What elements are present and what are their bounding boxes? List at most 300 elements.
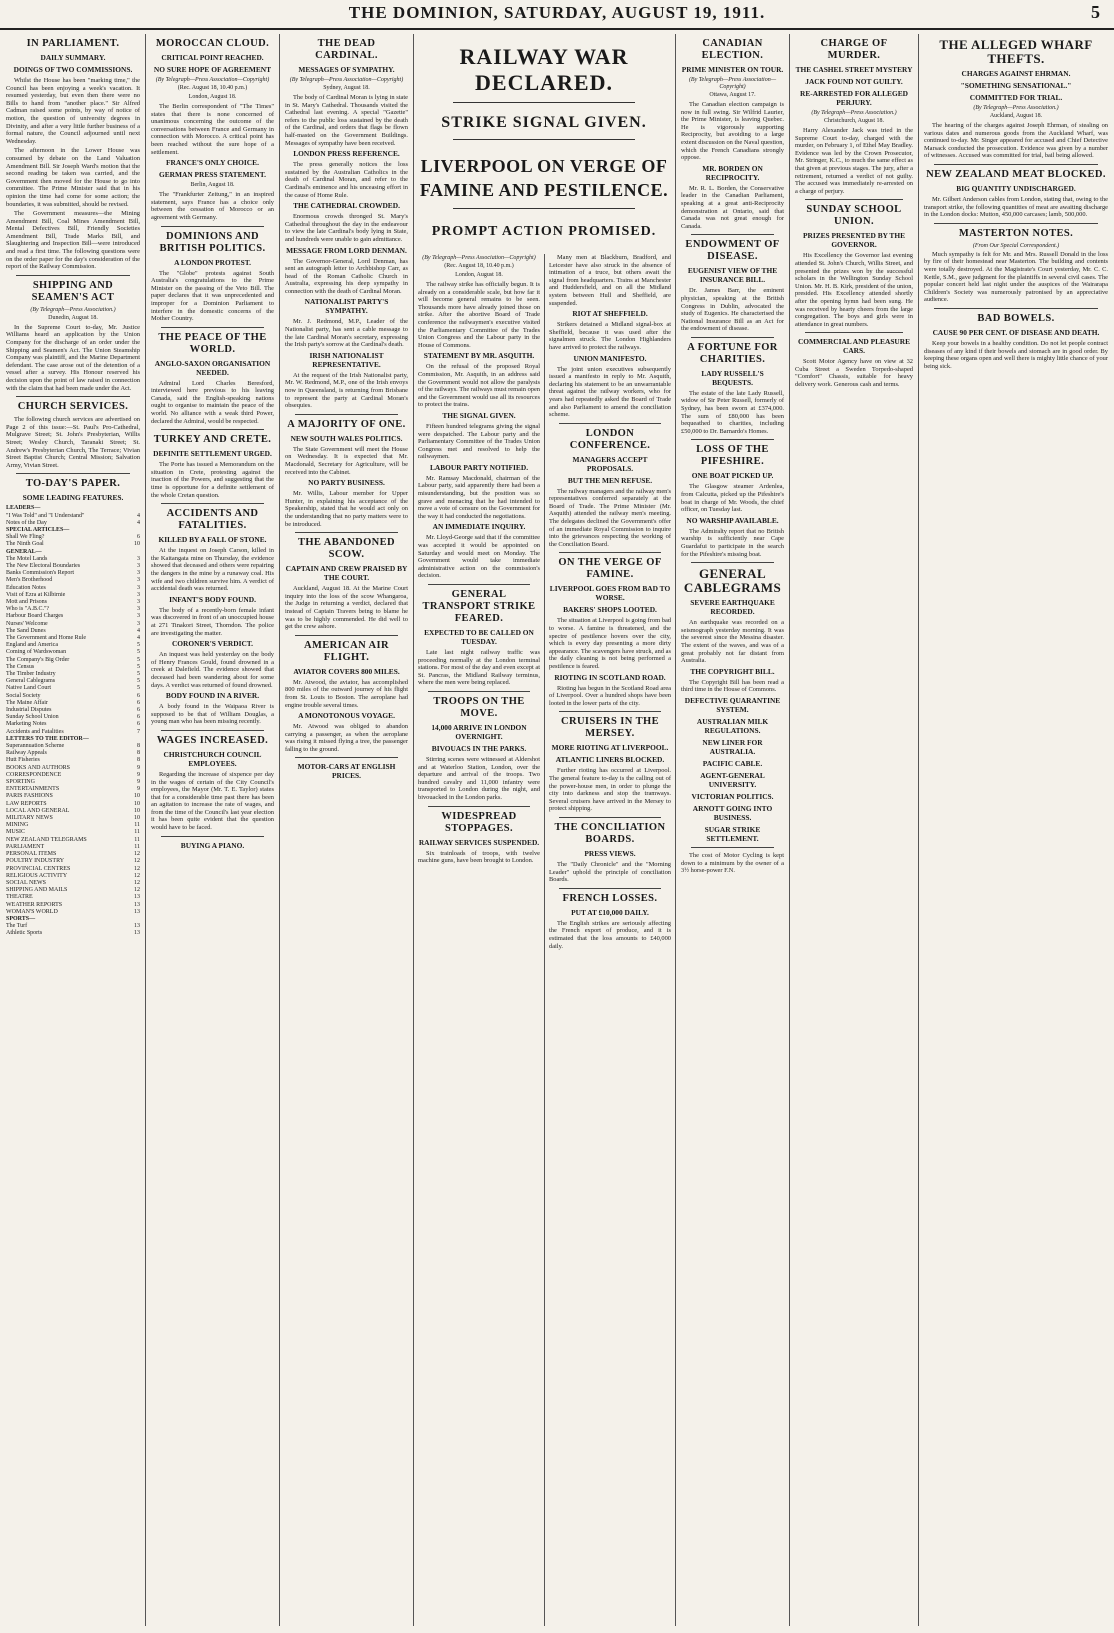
subhead: PUT AT £10,000 DAILY. — [571, 907, 649, 917]
contents-item-label: The Census — [6, 663, 35, 670]
headline-famine: ON THE VERGE OF FAMINE. — [558, 557, 662, 581]
contents-item — [6, 786, 140, 793]
contents-item — [6, 714, 140, 721]
contents-item-label: Visit of Ezra at Kilbirnie — [6, 591, 66, 598]
contents-item-label: PARIS FASHIONS — [6, 793, 53, 800]
contents-item-label: RELIGIOUS ACTIVITY — [6, 872, 68, 879]
dateline: (By Telegraph—Press Association—Copyright) — [422, 255, 536, 261]
article-text: Mr. Lloyd-George said that if the committee was accepted it would be appointed on Saturday and would meet on Monday. The Government would take immediate administrative action on the commission's decision. — [418, 534, 540, 580]
subhead: PACIFIC CABLE. — [702, 758, 763, 768]
article-text: Mr. Atwood, the aviator, has accomplished 800 miles of the outward journey of his flight from St. Louis to Boston. The aeroplane had engine trouble several times. — [285, 678, 408, 709]
contents-item-page — [126, 916, 140, 923]
contents-item-page: 13 — [134, 908, 140, 915]
article-text: Many men at Blackburn, Bradford, and Leicester have also struck in the absence of intimation of a truce, but others await the signal from headquarters. Trains at Manchester and Huddersfield, and on all the Midland system between Hull and Sheffield, are suspended. — [549, 254, 671, 307]
divider — [161, 730, 264, 731]
dateline: (By Telegraph—Press Association.) — [811, 110, 897, 116]
contents-item-label: Shall We Fling? — [6, 534, 45, 541]
contents-item-label: Coming of Wardswoman — [6, 649, 67, 656]
subhead: AN IMMEDIATE INQUIRY. — [432, 522, 526, 532]
subhead: MESSAGES OF SYMPATHY. — [298, 65, 395, 74]
article-text: The Canadian election campaign is now in full swing. Sir Wilfrid Laurier, the Prime Minister, is leaving Quebec. He is vigorously supporting Reciprocity, but avoiding to a large extent discussion on the Naval question, which the French Canadians strongly oppose. — [681, 101, 784, 162]
article-text: The joint union executives subsequently issued a manifesto in reply to Mr. Asquith, declaring his statement to be an unwarrantable threat against the railway workers, who for years had repeatedly asked the Board of Trade and also Parliament to amend the conciliation scheme. — [549, 365, 671, 419]
contents-item — [6, 808, 140, 815]
subhead: RIOTING IN SCOTLAND ROAD. — [554, 672, 666, 682]
headline-fortune: A FORTUNE FOR CHARITIES. — [687, 341, 778, 365]
divider — [161, 429, 264, 430]
contents-item-page: 6 — [137, 699, 140, 706]
contents-item-label: MUSIC — [6, 829, 26, 836]
headline-air-flight: AMERICAN AIR FLIGHT. — [303, 639, 389, 663]
dateline: (By Telegraph—Press Association—Copyright) — [155, 77, 270, 83]
subhead: AVIATOR COVERS 800 MILES. — [293, 666, 400, 676]
contents-item-page — [126, 736, 140, 743]
contents-item — [6, 829, 140, 836]
subhead: SOME LEADING FEATURES. — [22, 493, 124, 503]
subhead: NO WARSHIP AVAILABLE. — [686, 515, 779, 525]
contents-item — [6, 585, 140, 592]
contents-item — [6, 577, 140, 584]
received-date: (Rec. August 18, 10.40 p.m.) — [177, 85, 248, 91]
subhead: ONE BOAT PICKED UP. — [691, 471, 774, 481]
headline-parliament: IN PARLIAMENT. — [26, 38, 120, 49]
article-text: The Porte has issued a Memorandum on the situation in Crete, protesting against the inaction of the Powers, and suggesting that the time is opportune for a definite settlement of the whole Cretan question. — [151, 461, 274, 499]
subhead: CHRISTCHURCH COUNCIL EMPLOYEES. — [163, 749, 262, 768]
contents-item-page — [126, 505, 140, 512]
article-text: Mr. Atwood was obliged to abandon carrying a passenger, as when the aeroplane was rising it missed flying a tree, the passenger falling to the ground. — [285, 723, 408, 753]
contents-item-page: 3 — [137, 606, 140, 613]
subhead: EXPECTED TO BE CALLED ON TUESDAY. — [424, 628, 534, 646]
contents-item — [6, 599, 140, 606]
contents-item — [6, 563, 140, 570]
contents-item — [6, 527, 140, 534]
contents-item-page: 13 — [134, 930, 140, 937]
contents-item-page: 10 — [134, 815, 140, 822]
article-text: An earthquake was recorded on a seismograph yesterday morning. It was the severest since the Messina disaster. The extent of the waves, and was of a great probably not far distant from Australia. — [681, 619, 784, 665]
contents-item-page: 11 — [134, 822, 140, 829]
contents-item — [6, 801, 140, 808]
contents-item — [6, 793, 140, 800]
contents-item-label: The Maine Affair — [6, 699, 48, 706]
contents-item-page: 13 — [134, 901, 140, 908]
place-date: Sydney, August 18. — [323, 85, 370, 91]
contents-item — [6, 707, 140, 714]
contents-item-page: 12 — [134, 872, 140, 879]
column-canadian — [677, 34, 788, 1626]
contents-item-label: Hutt Fisheries — [6, 757, 40, 764]
divider — [559, 817, 661, 818]
contents-item-page: 3 — [137, 591, 140, 598]
contents-item-label: BOOKS AND AUTHORS — [6, 764, 71, 771]
subhead: MOTOR-CARS AT ENGLISH PRICES. — [297, 762, 396, 781]
contents-item — [6, 736, 140, 743]
subhead: NO SURE HOPE OF AGREEMENT — [153, 65, 272, 74]
headline-shipping: SHIPPING AND SEAMEN'S ACT — [31, 279, 115, 303]
subhead: NATIONALIST PARTY'S SYMPATHY. — [304, 297, 389, 316]
contents-item — [6, 520, 140, 527]
subhead: ANGLO-SAXON ORGANISATION NEEDED. — [154, 358, 271, 377]
article-text: Late last night railway traffic was proceeding normally at the London terminal stations. For most of the day and even except at St. Pancras, the Midland Railway terminus, where the men were being replaced. — [418, 649, 540, 687]
contents-item — [6, 873, 140, 880]
column-murder — [791, 34, 917, 1626]
contents-item — [6, 866, 140, 873]
contents-item — [6, 765, 140, 772]
contents-item-page: 12 — [134, 851, 140, 858]
headline-railway-war: RAILWAY WAR DECLARED. — [459, 44, 629, 95]
contents-item — [6, 930, 140, 937]
contents-item-page: 6 — [137, 707, 140, 714]
contents-item-label: SPORTS— — [6, 915, 36, 922]
divider — [691, 847, 774, 848]
advert-text: Scott Motor Agency have on view at 32 Cuba Street a Sweden Torpedo-shaped "Comfort" Chassis, suitable for heavy delivery work. Generous cash and terms. — [795, 358, 913, 389]
subhead: 14,000 ARRIVE IN LONDON OVERNIGHT. — [431, 722, 527, 741]
advert-text: Keep your bowels in a healthy condition. Do not let people contract diseases of any kind if their bowels and stomach are in good order. By keeping these organs open and well there is mighty little chance of your being sick. — [924, 339, 1108, 370]
contents-item-page: 4 — [137, 627, 140, 634]
dateline: (From Our Special Correspondent.) — [972, 242, 1060, 249]
subhead: KILLED BY A FALL OF STONE. — [158, 535, 267, 545]
contents-item — [6, 844, 140, 851]
contents-item-label: LOCAL AND GENERAL — [6, 807, 70, 814]
divider — [934, 308, 1098, 309]
contents-item-label: WEATHER REPORTS — [6, 901, 63, 908]
divider — [16, 473, 130, 474]
contents-item — [6, 541, 140, 548]
subhead: THE SIGNAL GIVEN. — [442, 410, 516, 420]
subhead: GERMAN PRESS STATEMENT. — [159, 170, 266, 180]
subhead: AGENT-GENERAL UNIVERSITY. — [700, 770, 765, 789]
place-date: Christchurch, August 18. — [824, 118, 884, 124]
subhead: CHARGES AGAINST EHRMAN. — [961, 69, 1071, 78]
contents-item-page: 3 — [137, 577, 140, 584]
column-rule — [789, 34, 790, 1626]
contents-item-page: 4 — [137, 512, 140, 519]
subhead: THE CATHEDRAL CROWDED. — [293, 201, 400, 211]
subhead: MORE RIOTING AT LIVERPOOL. — [551, 743, 669, 753]
divider — [805, 332, 903, 333]
article-text: Six trainloads of troops, with twelve machine guns, have been brought to London. — [418, 849, 540, 865]
divider — [16, 275, 130, 276]
contents-item-page: 8 — [137, 757, 140, 764]
contents-item-page: 11 — [134, 843, 140, 850]
article-text: The Copyright Bill has been read a third time in the House of Commons. — [681, 678, 784, 694]
contents-item — [6, 693, 140, 700]
column-rule — [145, 34, 146, 1626]
contents-item-label: MILITARY NEWS — [6, 815, 53, 822]
article-text: Strikers detained a Midland signal-box at Sheffield, because it was used after the signalmen struck. The London Highlanders have arrived to protect the railways. — [549, 321, 671, 351]
contents-item-page: 5 — [137, 685, 140, 692]
contents-item — [6, 570, 140, 577]
headline-cardinal: THE DEAD CARDINAL. — [315, 38, 378, 61]
article-text: Much sympathy is felt for Mr. and Mrs. Russell Donald in the loss by fire of their homestead near Masterton. The building and contents were totally destroyed. At the Magistrate's Court yesterday, Mr. C. C. Kettle, S.M., gave judgment for the plaintiffs in several civil cases. The popular concert held last night under the auspices of the Wairarapa Children's Society was numerously patronised by an appreciative audience. — [924, 250, 1108, 304]
headline-wages: WAGES INCREASED. — [156, 734, 269, 746]
contents-item-page: 6 — [137, 692, 140, 699]
contents-item — [6, 772, 140, 779]
contents-list — [6, 505, 140, 937]
dateline: (By Telegraph—Press Association.) — [973, 105, 1059, 111]
contents-item-label: PARLIAMENT — [6, 843, 45, 850]
contents-item — [6, 721, 140, 728]
contents-item-page: 10 — [134, 541, 140, 548]
article-text: Auckland, August 18. At the Marine Court inquiry into the loss of the scow Whangaroa, the Judge in returning a verdict, declared that instead of Captain Travers being to blame he was to be highly commended. He did well to get the crew ashore. — [285, 585, 408, 631]
subhead: LONDON PRESS REFERENCE. — [293, 149, 400, 159]
contents-item — [6, 902, 140, 909]
subhead: IRISH NATIONALIST REPRESENTATIVE. — [309, 350, 384, 369]
headline-troops: TROOPS ON THE MOVE. — [433, 695, 525, 719]
contents-item-label: POULTRY INDUSTRY — [6, 858, 65, 865]
divider — [453, 208, 635, 209]
subhead: DAILY SUMMARY. — [40, 53, 106, 62]
headline-accidents: ACCIDENTS AND FATALITIES. — [166, 508, 259, 532]
contents-item — [6, 750, 140, 757]
article-text: An inquest was held yesterday on the body of Henry Frances Gould, found drowned in a creek at Dalefield. The evidence showed that deceased had been wandering about for some days. A verdict was returned of found drowned. — [151, 651, 274, 689]
article-text: Enormous crowds thronged St. Mary's Cathedral throughout the day in the endeavour to view the late Cardinal's body lying in State, and hundreds were unable to gain admittance. — [285, 213, 408, 243]
contents-item-label: THEATRE — [6, 894, 33, 901]
place-date: Ottawa, August 17. — [709, 92, 756, 98]
contents-item-page: 7 — [137, 728, 140, 735]
contents-item-page: 11 — [134, 836, 140, 843]
article-text: The body of Cardinal Moran is lying in state in St. Mary's Cathedral. Thousands visited the Cathedral last evening. A special "Gazette" refers to the public loss sustained by the death of the Cardinal, and orders that flags be flown half-masted on the Government Buildings. Messages of sympathy have been received. — [285, 94, 408, 147]
article-text: Further rioting has occurred at Liverpool. The general feature to-day is the calling out of the power-house men, in order to plunge the city into darkness and stop the tramways. Several cruisers have arrived in the Mersey to protect shipping. — [549, 767, 671, 813]
contents-item-label: LETTERS TO THE EDITOR— — [6, 735, 89, 742]
subhead: UNION MANIFESTO. — [573, 353, 647, 363]
contents-item — [6, 671, 140, 678]
divider — [559, 711, 661, 712]
subhead: COMMERCIAL AND PLEASURE CARS. — [797, 337, 911, 356]
divider — [161, 836, 264, 837]
contents-item-page: 10 — [134, 793, 140, 800]
contents-item-label: The Motel Lands — [6, 555, 48, 562]
subhead: RE-ARRESTED FOR ALLEGED PERJURY. — [799, 89, 908, 107]
headline-sunday-school: SUNDAY SCHOOL UNION. — [806, 204, 902, 228]
headline-french-losses: FRENCH LOSSES. — [562, 892, 658, 904]
article-text: Mr. Ramsay Macdonald, chairman of the Labour party, said apparently there had been a misunderstanding, but the position was so grave and menacing that he had intended to move a vote of censure on the Government for the way it had conducted the negotiations. — [418, 474, 540, 520]
subhead: ATLANTIC LINERS BLOCKED. — [555, 755, 665, 765]
contents-item-page: 5 — [137, 678, 140, 685]
column-cardinal — [281, 34, 412, 1626]
contents-item — [6, 923, 140, 930]
contents-item-label: The Turf — [6, 923, 28, 930]
divider — [295, 635, 398, 636]
contents-item-label: Social Society — [6, 692, 41, 699]
contents-item-label: SPORTING — [6, 779, 35, 786]
contents-item-label: Athletic Sports — [6, 930, 43, 937]
divider — [805, 199, 903, 200]
subhead: MESSAGE FROM LORD DENMAN. — [286, 245, 407, 255]
subhead: STATEMENT BY MR. ASQUITH. — [423, 351, 535, 361]
contents-item-page: 9 — [137, 786, 140, 793]
contents-item-page: 10 — [134, 807, 140, 814]
divider — [559, 888, 661, 889]
contents-item-page: 8 — [137, 743, 140, 750]
contents-item-page: 5 — [137, 663, 140, 670]
headline-peace: THE PEACE OF THE WORLD. — [158, 331, 267, 355]
subhead: MR. BORDEN ON RECIPROCITY. — [702, 163, 763, 182]
contents-item-label: MINING — [6, 822, 29, 829]
contents-item-page: 9 — [137, 779, 140, 786]
place-date: Berlin, August 18. — [190, 182, 235, 189]
divider — [295, 757, 398, 758]
subhead: PRIZES PRESENTED BY THE GOVERNOR. — [802, 231, 906, 250]
contents-item — [6, 592, 140, 599]
contents-item-page: 5 — [137, 642, 140, 649]
contents-item-label: Education Notes — [6, 584, 46, 591]
contents-item-label: PERSONAL ITEMS — [6, 851, 57, 858]
headline-stoppages: WIDESPREAD STOPPAGES. — [441, 810, 517, 834]
contents-item — [6, 815, 140, 822]
contents-item-page — [126, 527, 140, 534]
contents-item-label: The New Electoral Boundaries — [6, 562, 81, 569]
divider — [934, 164, 1098, 165]
subhead: NO PARTY BUSINESS. — [308, 478, 385, 488]
column-railway-1 — [414, 254, 544, 1626]
contents-item-page: 3 — [137, 555, 140, 562]
contents-item-label: ENTERTAINMENTS — [6, 786, 60, 793]
contents-item-page: 6 — [137, 721, 140, 728]
contents-item-label: The Timber Industry — [6, 671, 56, 678]
headline-todays-paper: TO-DAY'S PAPER. — [25, 478, 121, 490]
headline-cablegrams: GENERAL CABLEGRAMS — [683, 566, 782, 596]
headline-endowment: ENDOWMENT OF DISEASE. — [685, 239, 780, 263]
contents-item-label: Who is "A.B.C."? — [6, 606, 50, 613]
contents-item — [6, 606, 140, 613]
subhead: BIG QUANTITY UNDISCHARGED. — [956, 183, 1076, 193]
contents-item-label: LAW REPORTS — [6, 800, 47, 807]
subhead: BODY FOUND IN A RIVER. — [165, 691, 260, 701]
contents-item — [6, 664, 140, 671]
contents-item-page — [126, 549, 140, 556]
contents-item-label: Superannuation Scheme — [6, 743, 65, 750]
divider — [428, 584, 530, 585]
contents-item-page: 12 — [134, 879, 140, 886]
subhead: LIVERPOOL GOES FROM BAD TO WORSE. — [549, 584, 671, 603]
article-text: Stirring scenes were witnessed at Aldershot and at Waterloo Station, London, over the departure and arrival of the troops. Two hundred cavalry and 11,000 infantry were transported to London during the night, and bivouacked in the London parks. — [418, 755, 540, 801]
divider — [16, 396, 130, 397]
headline-transport-strike: GENERAL TRANSPORT STRIKE FEARED. — [422, 589, 536, 624]
subhead: AUSTRALIAN MILK REGULATIONS. — [696, 716, 769, 735]
subhead: MANAGERS ACCEPT PROPOSALS. — [572, 454, 648, 473]
subhead: CORONER'S VERDICT. — [171, 639, 254, 649]
contents-item-page: 4 — [137, 519, 140, 526]
subhead: SEVERE EARTHQUAKE RECORDED. — [690, 598, 775, 617]
contents-item — [6, 822, 140, 829]
headline-canadian: CANADIAN ELECTION. — [701, 38, 764, 61]
column-railway-2 — [545, 254, 675, 1626]
contents-item-label: Marketing Notes — [6, 721, 47, 728]
contents-item-label: Banks Commission's Report — [6, 570, 75, 577]
divider — [691, 439, 774, 440]
article-text: Mr. Gilbert Anderson cables from London, stating that, owing to the transport strike, the following quantities of meat are awaiting discharge in the London docks: Mutton, 450,000 carcases; lamb, 500,000. — [924, 195, 1108, 219]
column-wharf — [920, 34, 1112, 1626]
article-text: The "Globe" protests against South Australia's congratulations to the Prime Minister on the passing of the Veto Bill. The paper declares that it was unprecedented and improper for a Dominion Parliament to interfere in the domestic concerns of the Mother Country. — [151, 269, 274, 323]
contents-item-label: "I Was Told" and "I Understand" — [6, 512, 85, 519]
column-rule — [279, 34, 280, 1626]
contents-item — [6, 613, 140, 620]
contents-item-label: SOCIAL NEWS — [6, 879, 46, 886]
contents-item-label: PROVINCIAL CENTRES — [6, 865, 71, 872]
divider — [691, 562, 774, 563]
subhead: BIVOUACS IN THE PARKS. — [431, 743, 527, 753]
contents-item-page: 9 — [137, 764, 140, 771]
headline-dominions: DOMINIONS AND BRITISH POLITICS. — [159, 230, 266, 254]
headline-wharf: THE ALLEGED WHARF THEFTS. — [939, 37, 1093, 66]
article-text: Rioting has begun in the Scotland Road area of Liverpool. Over a hundred shops have been looted in the lower parts of the city. — [549, 684, 671, 707]
place-date: London, August 18. — [455, 272, 503, 278]
contents-item-label: WOMAN'S WORLD — [6, 908, 58, 915]
article-text: On the refusal of the proposed Royal Commission, Mr. Asquith, in an address said the Government would not allow the paralysis of the railways. The railways must remain open and the Government would use all its resources to protect the trains. — [418, 363, 540, 409]
dateline: (By Telegraph—Press Association—Copyright) — [688, 77, 777, 90]
subhead: BUT THE MEN REFUSE. — [567, 475, 653, 485]
subhead: INFANT'S BODY FOUND. — [169, 594, 256, 604]
divider — [161, 226, 264, 227]
subhead: RIOT AT SHEFFIELD. — [572, 309, 648, 319]
article-text: Regarding the increase of sixpence per day in the wages of certain of the City Council's employees, the Mayor (Mr. T. E. Taylor) states that for a considerable time past there has been an agitation to increase the rate of wages, and from the time of the Council's last year election it has been quite evident that the question would have to be faced. — [151, 770, 274, 832]
subhead: THE CASHEL STREET MYSTERY — [795, 65, 913, 74]
contents-item-page: 3 — [137, 598, 140, 605]
contents-item-label: Harbour Board Charges — [6, 613, 64, 620]
contents-item — [6, 894, 140, 901]
article-text: At the inquest on Joseph Carson, killed in the Kaitangata mine on Thursday, the evidence showed that deceased and others were repairing the dangers in the mine by a runaway coal. His wife and two children survive him. A verdict of accidental death was returned. — [151, 547, 274, 593]
contents-item-page: 5 — [137, 671, 140, 678]
headline-bad-bowels: BAD BOWELS. — [977, 312, 1055, 324]
divider — [161, 503, 264, 504]
article-text: Whilst the House has been "marking time," the Council has been enjoying a week's vacation. It resumed yesterday, but even then there were no Bills to hand from "another place." Sir Alfred Cadman raised some points, by way of notice of motion, the question of university degrees in Divinity, and after a very little further business of a formal nature, the Council adjourned until next Wednesday. — [6, 77, 140, 145]
contents-item-label: The Company's Big Order — [6, 656, 70, 663]
column-moroccan — [147, 34, 278, 1626]
contents-item-label: SHIPPING AND MAILS — [6, 887, 68, 894]
contents-item-page: 4 — [137, 635, 140, 641]
headline-london-conference: LONDON CONFERENCE. — [569, 427, 651, 451]
contents-item — [6, 700, 140, 707]
contents-item — [6, 534, 140, 541]
contents-item — [6, 513, 140, 520]
article-text: The State Government will meet the House on Wednesday. It is expected that Mr. Macdonald, Secretary for Agriculture, will be received into the Cabinet. — [285, 445, 408, 476]
article-text: The "Daily Chronicle" and the "Morning Leader" uphold the principle of conciliation Boards. — [549, 860, 671, 884]
divider — [559, 423, 661, 424]
contents-item-page: 13 — [134, 894, 140, 901]
subhead: "SOMETHING SENSATIONAL." — [960, 81, 1072, 90]
divider — [295, 414, 398, 415]
contents-item-label: England and America — [6, 642, 58, 649]
contents-item-label: Accidents and Fatalities — [6, 728, 64, 735]
contents-item-page: 12 — [134, 865, 140, 872]
article-text: Dr. James Barr, the eminent physician, speaking at the British Congress in Dublin, advocated the study of Eugenics. He characterised the National Insurance Bill as an Act for the endowment of disease. — [681, 287, 784, 333]
contents-item — [6, 909, 140, 916]
contents-item — [6, 729, 140, 736]
headline-conciliation: THE CONCILIATION BOARDS. — [554, 821, 666, 845]
contents-item-page: 12 — [134, 887, 140, 894]
divider — [453, 102, 635, 103]
contents-item — [6, 549, 140, 556]
article-text: The Berlin correspondent of "The Times" states that there is none concerned of unanimous concerning the outcome of the conversations between France and Germany in connection with Morocco. A critical point has been reached without the sure hope of a settlement. — [151, 103, 274, 156]
contents-item — [6, 685, 140, 692]
subhead: JACK FOUND NOT GUILTY. — [805, 77, 903, 86]
article-text: The afternoon in the Lower House was consumed by debate on the Land Valuation Amendment Bill. Sir Joseph Ward's motion that the second reading be taken was carried, and the Government then moved for the House to go into committee. The Prime Minister said that in his opinion the time had come for some action; the boundaries, it was submitted, should be revised. — [6, 147, 140, 208]
place-date: Dunedin, August 18. — [48, 314, 98, 321]
subhead: CAPTAIN AND CREW PRAISED BY THE COURT. — [285, 564, 408, 583]
article-text: The Admiralty report that no British warship is sufficiently near Cape Guardafui to participate in the search for the Pifeshire's missing boat. — [681, 527, 784, 558]
column-rule — [675, 34, 676, 1626]
contents-item-page: 11 — [134, 829, 140, 836]
headline-prompt-action: PROMPT ACTION PROMISED. — [431, 224, 657, 239]
article-text: The body of a recently-born female infant was discovered in front of an unoccupied house at 271 Tinakori Street, Thorndon. The police are investigating the matter. — [151, 606, 274, 637]
dateline: (By Telegraph—Press Association.) — [30, 306, 116, 313]
contents-item-page: 3 — [137, 570, 140, 577]
contents-item-page: 3 — [137, 562, 140, 569]
contents-item-label: Native Land Court — [6, 685, 51, 692]
subhead: PRESS VIEWS. — [584, 848, 636, 858]
article-text: His Excellency the Governor last evening attended St. John's Church, Willis Street, and presented the prizes won by the successful scholars in the Wellington Sunday School Union. Mr. H. B. Kirk, president of the union, presided. His Excellency attended shortly after the opening hymn had been sung. He was received by hearty cheers from the large congregation. The boys and girls were in attendance in great numbers. — [795, 252, 913, 328]
contents-item-label: Mott and Prisons — [6, 598, 48, 605]
article-text: The Government measures—the Mining Amendment Bill, Coal Mines Amendment Bill, Mental Defectives Bill, Friendly Societies Amendment Bill, Trade Marks Bill, and Slaughtering and Inspection Bill—were introduced and read a first time. The following questions were on the order paper for the day's consideration of the report of the Railway Commission. — [6, 210, 140, 271]
